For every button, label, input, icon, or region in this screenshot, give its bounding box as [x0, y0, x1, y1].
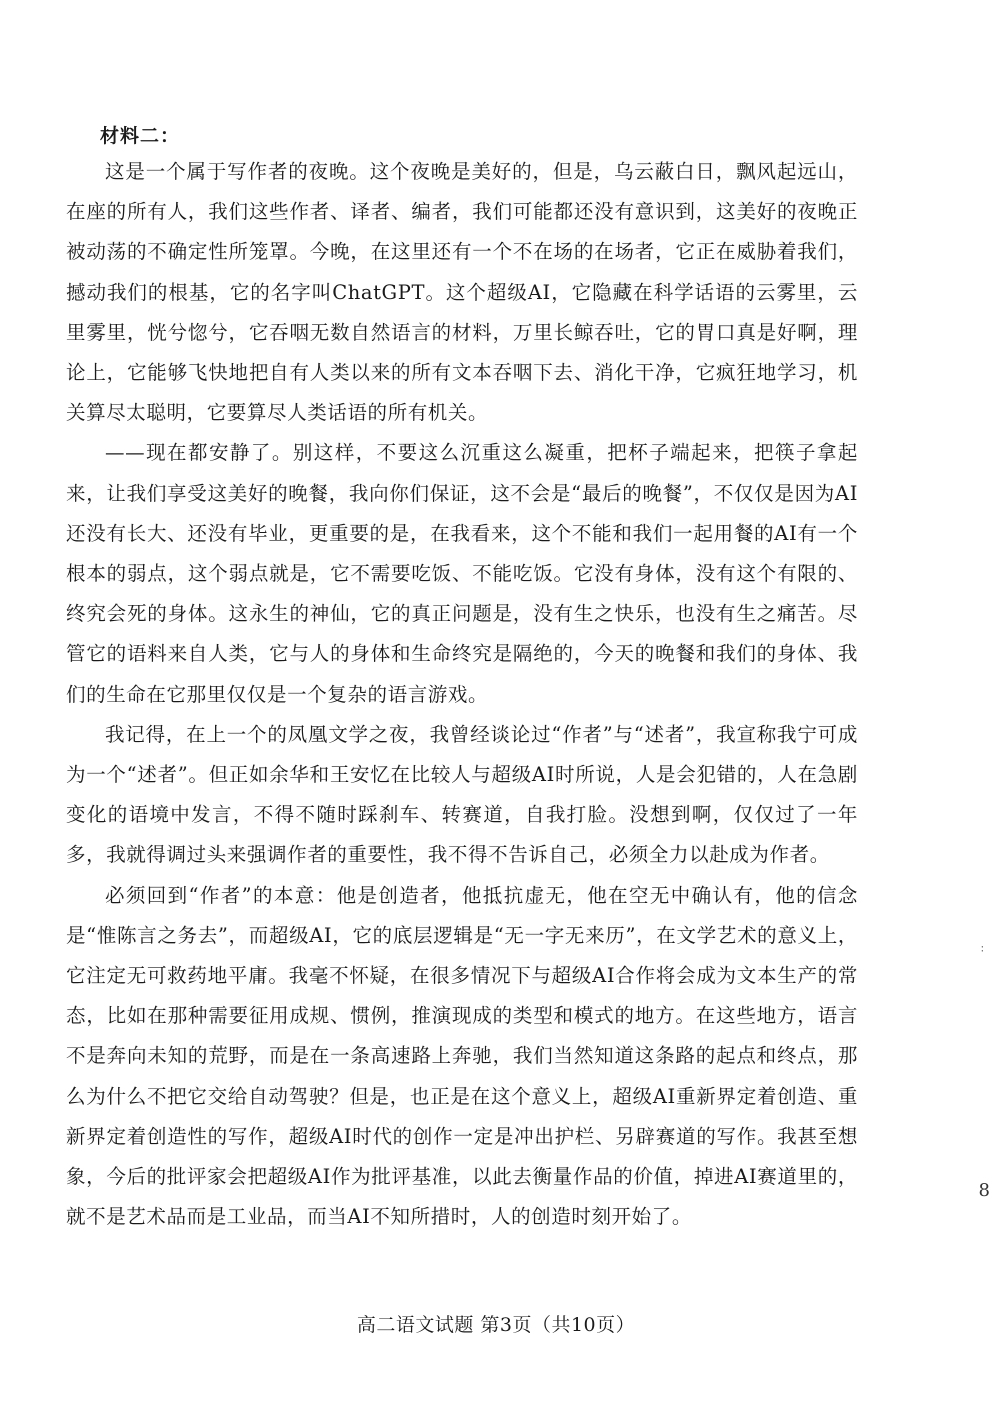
paragraph-4: 必须回到“作者”的本意：他是创造者，他抵抗虚无，他在空无中确认有，他的信念是“惟陈言之务去”，而超级AI，它的底层逻辑是“无一字无来历”，在文学艺术的意义上，它注定无可救药地平庸。我毫不怀疑，在很多情况下与超级AI合作将会成为文本生产的常态，比如在那种需要征用成规、惯例，推演现成的类型和模式的地方。在这些地方，语言不是奔向未知的荒野，而是在一条高速路上奔驰，我们当然知道这条路的起点和终点，那么为什么不把它交给自动驾驶？但是，也正是在这个意义上，超级AI重新界定着创造、重新界定着创造性的写作，超级AI时代的创作一定是冲出护栏、另辟赛道的写作。我甚至想象，今后的批评家会把超级AI作为批评基准，以此去衡量作品的价值，掉进AI赛道里的，就不是艺术品而是工业品，而当AI不知所措时，人的创造时刻开始了。 [66, 883, 858, 1229]
page-footer: 高二语文试题 第3页（共10页） [356, 1314, 636, 1336]
paragraph-1: 这是一个属于写作者的夜晚。这个夜晚是美好的，但是，乌云蔽白日，飘风起远山，在座的所有人，我们这些作者、译者、编者，我们可能都还没有意识到，这美好的夜晚正被动荡的不确定性所笼罩。今晚，在这里还有一个不在场的在场者，它正在威胁着我们，撼动我们的根基，它的名字叫ChatGPT。这个超级AI，它隐藏在科学话语的云雾里，云里雾里，恍兮惚兮，它吞咽无数自然语言的材料，万里长鲸吞吐，它的胃口真是好啊，理论上，它能够飞快地把自有人类以来的所有文本吞咽下去、消化干净，它疯狂地学习，机关算尽太聪明，它要算尽人类话语的所有机关。 [66, 160, 858, 425]
paragraph-3: 我记得，在上一个的凤凰文学之夜，我曾经谈论过“作者”与“述者”，我宣称我宁可成为一个“述者”。但正如余华和王安忆在比较人与超级AI时所说，人是会犯错的，人在急剧变化的语境中发言，不得不随时踩刹车、转赛道，自我打脸。没想到啊，仅仅过了一年多，我就得调过头来强调作者的重要性，我不得不告诉自己，必须全力以赴成为作者。 [66, 722, 858, 867]
edge-mark-colon: ： [980, 944, 990, 955]
edge-mark-number: 8 [978, 1180, 990, 1201]
material-body [66, 152, 858, 1237]
material-heading: 材料二： [100, 125, 181, 147]
paragraph-2: ——现在都安静了。别这样，不要这么沉重这么凝重，把杯子端起来，把筷子拿起来，让我们享受这美好的晚餐，我向你们保证，这不会是“最后的晚餐”，不仅仅是因为AI还没有长大、还没有毕业，更重要的是，在我看来，这个不能和我们一起用餐的AI有一个根本的弱点，这个弱点就是，它不需要吃饭、不能吃饭。它没有身体，没有这个有限的、终究会死的身体。这永生的神仙，它的真正问题是，没有生之快乐，也没有生之痛苦。尽管它的语料来自人类，它与人的身体和生命终究是隔绝的，今天的晚餐和我们的身体、我们的生命在它那里仅仅是一个复杂的语言游戏。 [66, 441, 858, 706]
